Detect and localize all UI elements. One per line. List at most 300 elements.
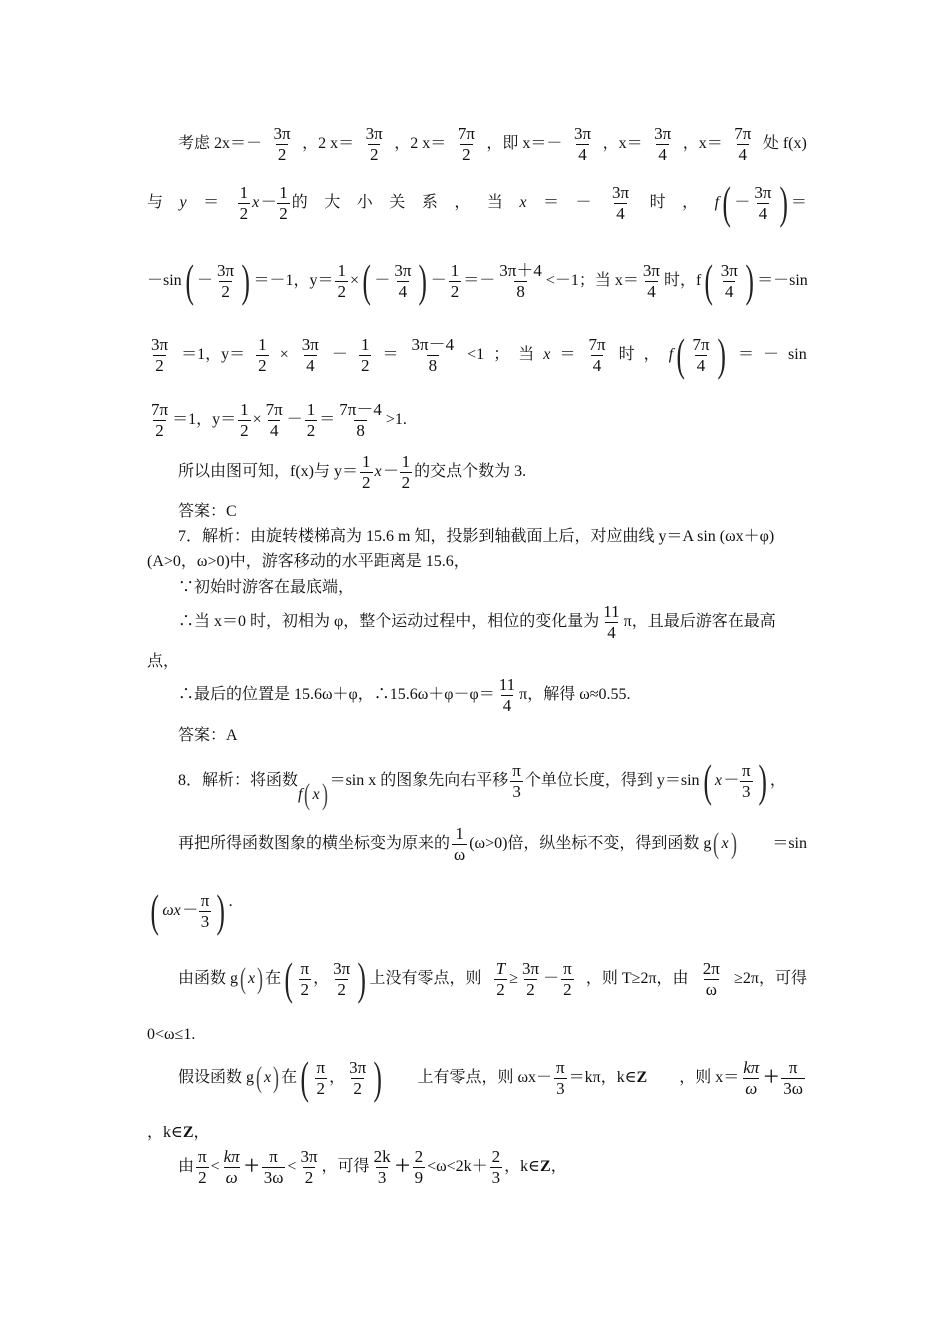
text: －: [575, 194, 592, 212]
fraction: [494, 959, 507, 999]
p7-line-3: ∵初始时游客在最底端，: [178, 579, 355, 596]
text: ，: [643, 346, 660, 364]
p7-line-6: [178, 675, 807, 715]
denominator: 3: [491, 1167, 501, 1187]
denominator: 4: [269, 420, 279, 440]
fraction: [449, 261, 462, 301]
text: －: [331, 346, 348, 364]
denominator: 2: [258, 355, 267, 375]
text: ×: [279, 346, 289, 364]
numerator: 3π: [301, 334, 319, 354]
right-paren: ): [257, 962, 264, 995]
text: ，: [454, 194, 471, 212]
fraction: [610, 183, 631, 223]
denominator: 2: [337, 281, 346, 301]
numerator: 2: [414, 1147, 424, 1166]
text: <1: [467, 346, 485, 364]
text: －: [543, 970, 560, 988]
text: ，: [313, 970, 330, 988]
expression: [178, 953, 482, 1004]
text: (ω>0)倍，纵坐标不变，得到函数 g: [469, 835, 712, 853]
fraction: [360, 452, 373, 492]
denominator: 2: [221, 281, 230, 301]
numerator: π: [556, 1057, 565, 1077]
p8-line-7: [147, 1123, 807, 1142]
text: ×: [252, 411, 262, 429]
right-paren: ): [730, 827, 737, 861]
numerator: 1: [401, 452, 411, 471]
right-paren: ): [241, 255, 251, 306]
fraction: [238, 183, 251, 223]
right-paren: ): [357, 953, 367, 1004]
denominator: 2: [277, 144, 287, 164]
fraction: [701, 959, 722, 999]
denominator: 9: [414, 1167, 424, 1187]
right-paren: ): [321, 778, 328, 811]
fraction: [149, 400, 170, 440]
denominator: 3ω: [263, 1167, 284, 1187]
text: 考虑 2x＝－: [178, 135, 263, 153]
text: －: [734, 194, 751, 212]
text: f: [714, 194, 720, 212]
expression: [178, 1052, 386, 1103]
numerator: 3π: [654, 124, 672, 143]
p8-line-5: 0<ω≤1.: [147, 1026, 196, 1043]
text: Z: [636, 1069, 648, 1087]
left-paren: (: [676, 329, 686, 380]
fraction: [413, 1147, 426, 1187]
fraction: [149, 335, 170, 375]
text: Z: [182, 1124, 194, 1141]
text: ≥2π，可得: [734, 970, 807, 988]
text: 的: [291, 194, 308, 212]
p8-line-1: [178, 752, 807, 810]
text: 在: [281, 1069, 298, 1087]
expression: [679, 1058, 807, 1098]
text: ＝sin x 的图象先向右平移: [329, 772, 509, 790]
denominator: 3: [556, 1078, 565, 1098]
denominator: 4: [398, 281, 408, 301]
fraction: [752, 183, 773, 223]
text: ＝1，y＝: [181, 346, 246, 364]
text: y: [179, 194, 187, 212]
text: 时，f: [664, 272, 702, 290]
fraction: [410, 335, 457, 375]
text: π，解得 ω≈0.55.: [519, 686, 631, 704]
text: 假设函数 g: [178, 1069, 255, 1087]
fraction: [331, 959, 352, 999]
text: 当: [486, 194, 503, 212]
denominator: 2: [198, 1167, 207, 1187]
text: －: [430, 272, 447, 290]
numerator: π: [300, 958, 310, 978]
text: 的交点个数为 3.: [414, 463, 527, 481]
fraction: [199, 891, 212, 931]
expression: [701, 255, 757, 306]
fraction: [392, 261, 413, 301]
fraction: [572, 124, 593, 164]
text: x－: [374, 463, 398, 481]
right-paren: ): [273, 1061, 280, 1094]
text: <: [287, 1158, 297, 1176]
fraction: [300, 335, 321, 375]
fraction: [256, 335, 269, 375]
fraction: [305, 400, 318, 440]
text: x: [721, 835, 729, 853]
numerator: 1: [362, 452, 371, 471]
denominator: 3ω: [783, 1078, 803, 1098]
text: ，则 x＝: [679, 1069, 740, 1087]
denominator: ω: [225, 1167, 238, 1187]
numerator: 7π: [265, 400, 283, 419]
left-paren: (: [256, 1061, 263, 1094]
numerator: 3π: [217, 260, 235, 280]
text: 上没有零点，则: [369, 970, 482, 988]
text: ，2 x＝: [394, 135, 447, 153]
numerator: 7π: [151, 400, 169, 419]
expression: [417, 1058, 647, 1098]
text: ＝: [319, 411, 336, 429]
numerator: 3π: [394, 260, 412, 280]
text: ωx－: [162, 902, 197, 920]
text: 与: [147, 194, 164, 212]
text: 再把所得函数图象的横坐标变为原来的: [178, 835, 451, 853]
text: Z: [540, 1158, 551, 1176]
text: ＝: [542, 194, 559, 212]
left-paren: (: [185, 255, 194, 306]
text: 时: [649, 194, 666, 212]
numerator: 3π: [612, 182, 630, 202]
text: 大: [324, 194, 341, 212]
fraction: [601, 602, 621, 642]
text: ＝: [559, 346, 576, 364]
text: ，k∈: [147, 1124, 183, 1141]
denominator: 8: [356, 420, 365, 440]
left-paren: (: [702, 755, 712, 806]
numerator: 2π: [702, 958, 720, 978]
fraction: [196, 1147, 209, 1187]
expression: [359, 255, 431, 306]
fraction: [298, 1147, 319, 1187]
denominator: 2: [563, 979, 572, 999]
text: ＝: [382, 346, 399, 364]
text: ＝: [737, 346, 754, 364]
p8-line-2: [178, 824, 807, 864]
text: ，: [329, 1069, 346, 1087]
denominator: 2: [496, 979, 505, 999]
denominator: 4: [578, 144, 587, 164]
fraction: [690, 335, 711, 375]
numerator: π: [563, 958, 572, 978]
denominator: ω: [705, 979, 717, 999]
text: ≥: [509, 970, 518, 988]
right-paren: ): [778, 177, 788, 228]
fraction: [364, 124, 385, 164]
numerator: 1: [279, 182, 288, 202]
left-paren: (: [304, 778, 311, 811]
numerator: π: [200, 890, 210, 910]
denominator: 2: [337, 979, 346, 999]
fraction: [264, 400, 285, 440]
fraction: [732, 124, 753, 164]
text: ，即 x＝－: [486, 135, 563, 153]
text: 关: [389, 194, 406, 212]
text: －: [286, 411, 303, 429]
text: －: [197, 272, 214, 290]
fraction: [314, 1058, 327, 1098]
numerator: 11: [603, 602, 620, 621]
p8-line-3: [147, 885, 807, 936]
right-paren: ): [758, 755, 767, 806]
text: ∴当 x＝0 时，初相为 φ，整个运动过程中，相位的变化量为: [178, 613, 600, 631]
denominator: 2: [306, 420, 316, 440]
denominator: 4: [592, 355, 602, 375]
numerator: 1: [306, 400, 316, 419]
denominator: 2: [304, 1167, 314, 1187]
fraction: [215, 261, 236, 301]
right-paren: ): [717, 329, 726, 380]
text: ＝: [790, 194, 807, 212]
line-1: [178, 124, 807, 164]
numerator: 3π: [642, 260, 661, 280]
fraction: [520, 959, 541, 999]
numerator: kπ: [223, 1147, 240, 1166]
denominator: 2: [279, 203, 288, 223]
denominator: 2: [300, 979, 310, 999]
text: x: [519, 194, 527, 212]
text: f: [298, 786, 303, 804]
p8-line-4: [178, 953, 807, 1004]
text: ＋: [763, 1069, 780, 1087]
text: ，: [193, 1124, 210, 1141]
fraction: [400, 452, 413, 492]
denominator: 3: [742, 781, 751, 801]
denominator: 2: [240, 420, 249, 440]
numerator: 1: [455, 824, 464, 843]
text: 处 f(x): [762, 135, 807, 153]
text: ，x＝: [682, 135, 723, 153]
numerator: 1: [450, 260, 460, 280]
fraction: [335, 261, 348, 301]
fraction: [277, 183, 290, 223]
text: ，: [682, 194, 699, 212]
denominator: 2: [360, 355, 370, 375]
numerator: 3π＋4: [499, 260, 542, 280]
expression: [182, 255, 254, 306]
p8-line-6: [178, 1052, 807, 1103]
denominator: 4: [738, 144, 748, 164]
text: ；: [493, 346, 510, 364]
numerator: π: [512, 760, 521, 780]
text: ×: [349, 272, 359, 290]
p7-line-2: (A>0，ω>0)中，游客移动的水平距离是 15.6，: [147, 553, 470, 570]
line-3: [147, 255, 808, 306]
text: ＝－sin: [757, 272, 808, 290]
text: ＝: [203, 194, 220, 212]
text: ＝－1，y＝: [253, 272, 334, 290]
text: x: [312, 786, 320, 804]
fraction: [497, 675, 517, 715]
right-paren: ): [745, 255, 754, 306]
text: sin: [788, 346, 807, 364]
text: ＝－: [463, 272, 496, 290]
numerator: 2: [491, 1147, 501, 1166]
denominator: 4: [502, 695, 512, 715]
left-paren: (: [240, 962, 247, 995]
text: 当: [518, 346, 535, 364]
text: 时: [618, 346, 635, 364]
denominator: 4: [724, 281, 734, 301]
text: >1.: [385, 411, 407, 429]
numerator: π: [198, 1147, 207, 1166]
fraction: [337, 400, 384, 440]
fraction: [641, 261, 662, 301]
p7-line-4: [178, 602, 807, 642]
text: －sin: [147, 272, 182, 290]
fraction: [586, 335, 607, 375]
denominator: 2: [155, 420, 164, 440]
numerator: 3π: [720, 260, 738, 280]
fraction: [740, 761, 753, 801]
p7-line-1: 7．解析：由旋转楼梯高为 15.6 m 知，投影到轴截面上后，对应曲线 y＝A sin (ωx＋φ): [178, 528, 775, 545]
text: x－: [252, 194, 276, 212]
numerator: 3π: [573, 124, 592, 143]
fraction: [741, 1058, 761, 1098]
expression: [178, 824, 739, 864]
text: 由: [178, 1158, 195, 1176]
numerator: 3π: [273, 124, 291, 143]
fraction: [272, 124, 293, 164]
text: 8．解析：将函数: [178, 772, 299, 790]
numerator: 3π: [300, 1147, 318, 1166]
numerator: 3π－4: [411, 334, 455, 354]
answer-6: 答案：C: [178, 503, 237, 520]
text: <: [210, 1158, 220, 1176]
numerator: T: [495, 958, 506, 978]
left-paren: (: [704, 255, 714, 306]
numerator: 1: [337, 260, 346, 280]
denominator: 2: [450, 281, 460, 301]
denominator: ω: [745, 1078, 758, 1098]
text: <－1；当 x＝: [545, 272, 639, 290]
text: 由函数 g: [178, 970, 239, 988]
left-paren: (: [713, 827, 720, 861]
numerator: 2k: [373, 1147, 391, 1166]
denominator: ω: [454, 844, 466, 864]
denominator: 4: [658, 144, 667, 164]
right-paren: ): [373, 1052, 383, 1103]
text: －: [762, 346, 779, 364]
numerator: 3π: [754, 182, 772, 202]
denominator: 2: [353, 1078, 362, 1098]
numerator: π: [269, 1147, 278, 1166]
text: f: [668, 346, 674, 364]
denominator: 3: [200, 911, 210, 931]
right-paren: ): [418, 255, 428, 306]
fraction: [497, 261, 544, 301]
left-paren: (: [362, 255, 371, 306]
numerator: 1: [258, 334, 267, 354]
text: x: [543, 346, 551, 364]
text: ，可得: [321, 1158, 370, 1176]
text: 小: [356, 194, 373, 212]
left-paren: (: [284, 953, 294, 1004]
fraction: [554, 1058, 567, 1098]
text: ＋: [394, 1158, 411, 1176]
line-6: [178, 452, 807, 492]
text: 所以由图可知，f(x)与 y＝: [178, 463, 358, 481]
numerator: 1: [240, 400, 249, 419]
expression: [236, 183, 308, 223]
denominator: 2: [462, 144, 471, 164]
numerator: π: [788, 1057, 798, 1077]
denominator: 3: [377, 1167, 387, 1187]
denominator: 4: [607, 622, 616, 642]
fraction: [298, 959, 311, 999]
text: π，且最后游客在最高: [623, 613, 776, 631]
expression: [492, 959, 576, 999]
numerator: π: [741, 760, 751, 780]
text: x: [248, 970, 256, 988]
numerator: π: [316, 1057, 326, 1077]
numerator: 7π: [692, 334, 710, 354]
numerator: 7π: [457, 124, 475, 143]
fraction: [347, 1058, 368, 1098]
p8-line-8: [178, 1147, 807, 1187]
denominator: 2: [401, 472, 411, 492]
left-paren: (: [722, 177, 731, 228]
text: ＋: [243, 1158, 260, 1176]
fraction: [372, 1147, 393, 1187]
text: x: [264, 1069, 272, 1087]
text: ，x＝: [602, 135, 643, 153]
numerator: 3π: [333, 958, 351, 978]
text: ＝1，y＝: [172, 411, 237, 429]
denominator: 2: [239, 203, 249, 223]
numerator: 1: [360, 334, 370, 354]
expression: [668, 329, 729, 380]
text: －: [374, 272, 391, 290]
fraction: [359, 335, 372, 375]
text: ＝sin: [772, 835, 807, 853]
numerator: 7π: [588, 334, 606, 354]
text: 个单位长度，得到 y＝sin: [524, 772, 700, 790]
text: ，则 T≥2π，由: [585, 970, 689, 988]
denominator: 4: [647, 281, 656, 301]
numerator: 11: [498, 675, 516, 694]
line-5: [147, 400, 807, 440]
denominator: 4: [616, 203, 625, 223]
numerator: 3π: [349, 1057, 367, 1077]
p7-line-5: 点，: [147, 653, 180, 670]
text: ∴最后的位置是 15.6ω＋φ，∴15.6ω＋φ－φ＝: [178, 686, 495, 704]
numerator: 3π: [151, 334, 169, 354]
denominator: 2: [362, 472, 371, 492]
denominator: 2: [155, 355, 164, 375]
fraction: [561, 959, 574, 999]
right-paren: ): [216, 885, 226, 936]
denominator: 4: [306, 355, 315, 375]
fraction: [222, 1147, 242, 1187]
left-paren: (: [300, 1052, 310, 1103]
expression: [714, 177, 807, 228]
denominator: 4: [696, 355, 706, 375]
denominator: 4: [758, 203, 768, 223]
numerator: 3π: [521, 958, 540, 978]
fraction: [452, 824, 467, 864]
fraction: [262, 1147, 286, 1187]
text: .: [228, 893, 233, 911]
